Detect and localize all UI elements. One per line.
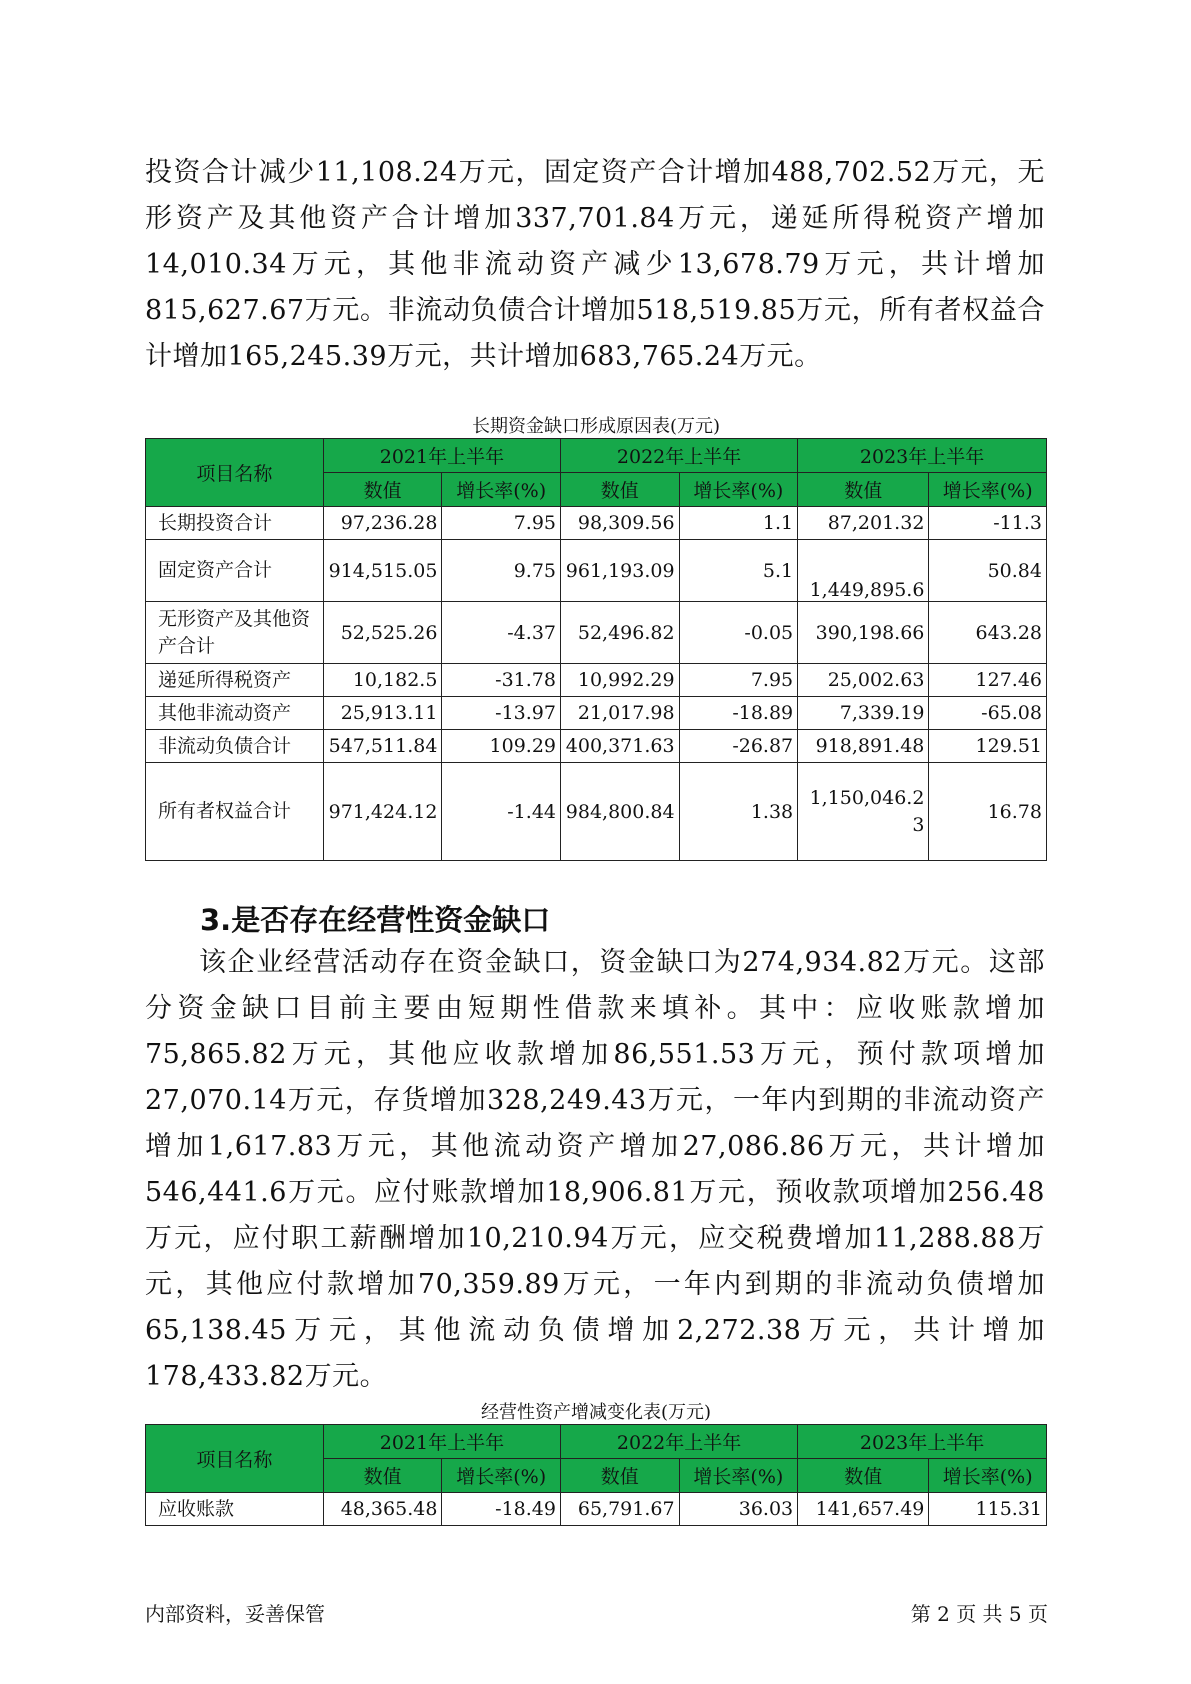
cell-rate: -18.89 [679,697,798,730]
cell-rate: 36.03 [679,1493,798,1526]
header-rate: 增长率(%) [442,473,561,507]
cell-rate: 1.1 [679,507,798,540]
cell-rate: -18.49 [442,1493,561,1526]
cell-rate: 7.95 [442,507,561,540]
operating-assets-change-table [145,1424,1047,1526]
header-value: 数值 [561,1459,680,1493]
cell-rate: 115.31 [929,1493,1047,1526]
cell-rate: 5.1 [679,540,798,602]
cell-value: 7,339.19 [798,697,929,730]
cell-rate: -31.78 [442,664,561,697]
header-period-2022: 2022年上半年 [561,439,798,473]
cell-rate: 643.28 [929,602,1047,664]
table1-caption: 长期资金缺口形成原因表(万元) [471,416,721,437]
row-label: 其他非流动资产 [146,697,324,730]
header-value: 数值 [323,1459,442,1493]
cell-rate: 1.38 [679,763,798,861]
cell-value: 97,236.28 [323,507,442,540]
header-rate: 增长率(%) [442,1459,561,1493]
header-period-2023: 2023年上半年 [798,1425,1047,1459]
row-label: 所有者权益合计 [146,763,324,861]
cell-value: 10,182.5 [323,664,442,697]
cell-value: 961,193.09 [561,540,680,602]
cell-rate: 109.29 [442,730,561,763]
cell-rate: 129.51 [929,730,1047,763]
cell-rate: -1.44 [442,763,561,861]
cell-rate: -4.37 [442,602,561,664]
header-period-2022: 2022年上半年 [561,1425,798,1459]
table-row [146,697,1047,730]
header-rate: 增长率(%) [929,473,1047,507]
footer-page-number: 第 2 页 共 5 页 [910,1602,1048,1626]
row-label: 无形资产及其他资产合计 [146,602,324,664]
table2-caption: 经营性资产增减变化表(万元) [480,1402,712,1423]
cell-value: 48,365.48 [323,1493,442,1526]
cell-value: 10,992.29 [561,664,680,697]
cell-value: 971,424.12 [323,763,442,861]
table-row [146,507,1047,540]
header-period-2021: 2021年上半年 [323,439,560,473]
cell-value: 918,891.48 [798,730,929,763]
row-label: 固定资产合计 [146,540,324,602]
footer-confidential-note: 内部资料，妥善保管 [145,1602,325,1626]
body-paragraph-1: 投资合计减少11,108.24万元，固定资产合计增加488,702.52万元，无形资产及其他资产合计增加337,701.84万元，递延所得税资产增加14,010.34万元，其他非流动资产减少13,678.79万元，共计增加815,627.67万元。非流动负债合计增加518,519.85万元，所有者权益合计增加165,245.39万元，共计增加683,765.24万元。 [145,157,1045,372]
header-value: 数值 [798,473,929,507]
table-row [146,664,1047,697]
header-value: 数值 [798,1459,929,1493]
header-value: 数值 [561,473,680,507]
cell-rate: -0.05 [679,602,798,664]
cell-value: 1,449,895.6 [798,540,929,602]
cell-value: 141,657.49 [798,1493,929,1526]
table-row [146,730,1047,763]
row-label: 应收账款 [146,1493,324,1526]
cell-rate: -65.08 [929,697,1047,730]
row-label: 非流动负债合计 [146,730,324,763]
cell-value: 65,791.67 [561,1493,680,1526]
cell-value: 25,913.11 [323,697,442,730]
header-item-name: 项目名称 [146,439,324,507]
cell-value: 52,525.26 [323,602,442,664]
header-period-2021: 2021年上半年 [323,1425,560,1459]
cell-value: 87,201.32 [798,507,929,540]
header-rate: 增长率(%) [679,473,798,507]
cell-rate: 127.46 [929,664,1047,697]
cell-rate: -26.87 [679,730,798,763]
table-row [146,602,1047,664]
body-paragraph-2: 该企业经营活动存在资金缺口，资金缺口为274,934.82万元。这部分资金缺口目前主要由短期性借款来填补。其中：应收账款增加75,865.82万元，其他应收款增加86,551.53万元，预付款项增加27,070.14万元，存货增加328,249.43万元，一年内到期的非流动资产增加1,617.83万元，其他流动资产增加27,086.86万元，共计增加546,441.6万元。应付账款增加18,906.81万元，预收款项增加256.48万元，应付职工薪酬增加10,210.94万元，应交税费增加11,288.88万元，其他应付款增加70,359.89万元，一年内到期的非流动负债增加65,138.45万元，其他流动负债增加2,272.38万元，共计增加178,433.82万元。 [145,947,1045,1392]
cell-value: 25,002.63 [798,664,929,697]
long-term-funding-gap-table [145,438,1047,861]
header-item-name: 项目名称 [146,1425,324,1493]
cell-rate: 7.95 [679,664,798,697]
cell-value: 400,371.63 [561,730,680,763]
cell-rate: 16.78 [929,763,1047,861]
cell-value: 98,309.56 [561,507,680,540]
header-rate: 增长率(%) [929,1459,1047,1493]
cell-rate: -11.3 [929,507,1047,540]
cell-value: 390,198.66 [798,602,929,664]
table-row [146,1493,1047,1526]
cell-rate: 50.84 [929,540,1047,602]
cell-value: 21,017.98 [561,697,680,730]
header-period-2023: 2023年上半年 [798,439,1047,473]
table-row [146,763,1047,861]
cell-rate: 9.75 [442,540,561,602]
row-label: 长期投资合计 [146,507,324,540]
cell-value: 547,511.84 [323,730,442,763]
cell-value: 984,800.84 [561,763,680,861]
section-heading: 3.是否存在经营性资金缺口 [200,903,551,937]
table-row [146,540,1047,602]
cell-value: 914,515.05 [323,540,442,602]
header-rate: 增长率(%) [679,1459,798,1493]
cell-value: 52,496.82 [561,602,680,664]
cell-value: 1,150,046.23 [798,763,929,861]
cell-rate: -13.97 [442,697,561,730]
row-label: 递延所得税资产 [146,664,324,697]
header-value: 数值 [323,473,442,507]
